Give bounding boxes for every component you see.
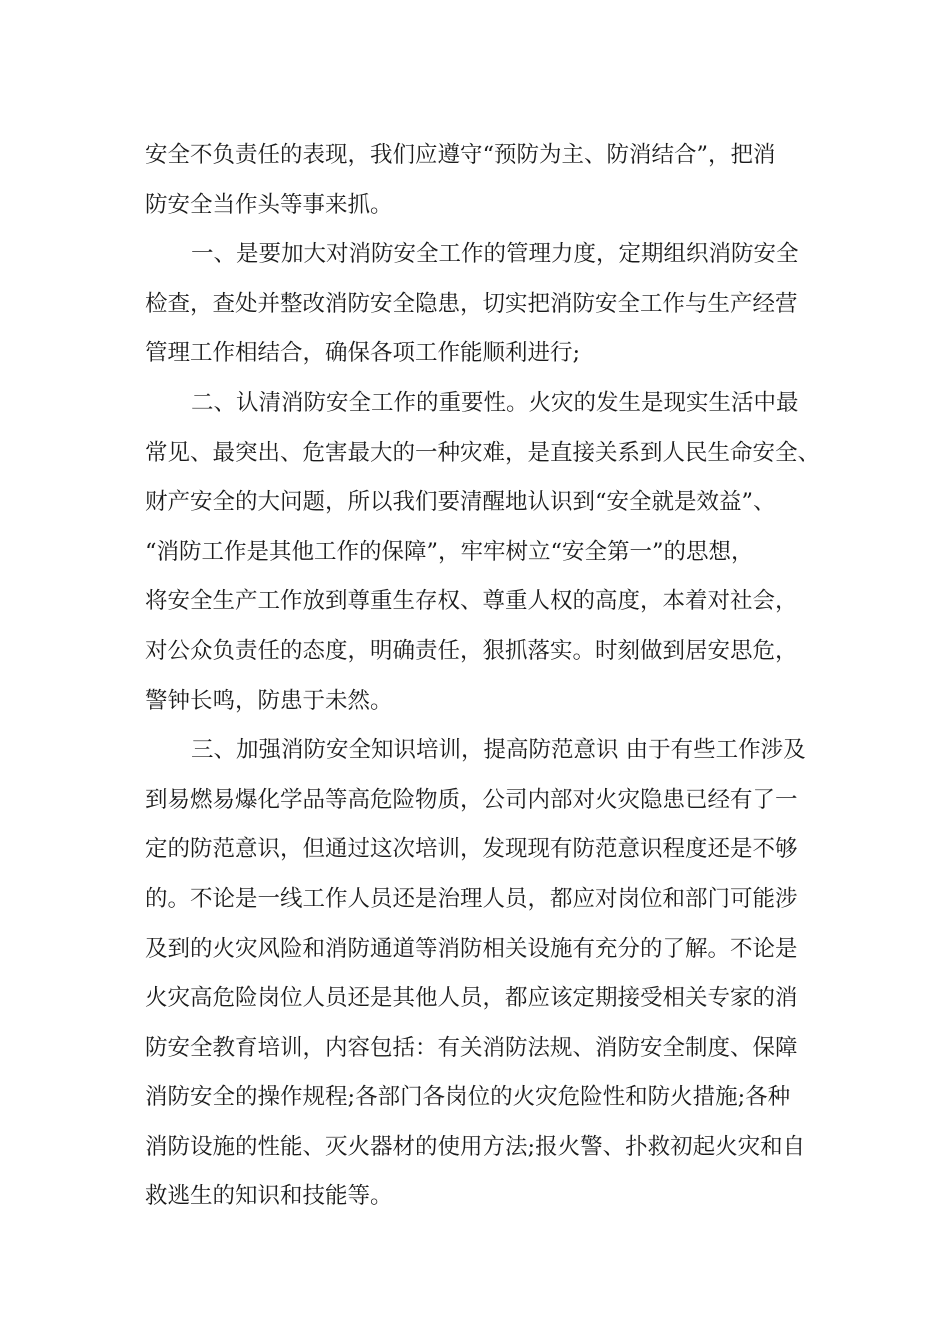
text-line: 消防设施的性能、灭火器材的使用方法;报火警、扑救初起火灾和自 [145, 1133, 806, 1160]
text-line: 消防安全的操作规程;各部门各岗位的火灾危险性和防火措施;各种 [145, 1084, 791, 1111]
text-line: 财产安全的大问题，所以我们要清醒地认识到“安全就是效益”、 [145, 489, 776, 516]
paragraph-start-line: 二、认清消防安全工作的重要性。火灾的发生是现实生活中最 [191, 389, 799, 416]
text-line: 的。不论是一线工作人员还是治理人员，都应对岗位和部门可能涉 [145, 885, 798, 912]
text-line: 检查，查处并整改消防安全隐患，切实把消防安全工作与生产经营 [145, 290, 798, 317]
text-line: 防安全当作头等事来抓。 [145, 191, 393, 218]
text-line: 将安全生产工作放到尊重生存权、尊重人权的高度，本着对社会， [145, 588, 798, 615]
text-line: 定的防范意识，但通过这次培训，发现现有防范意识程度还是不够 [145, 836, 798, 863]
text-line: 及到的火灾风险和消防通道等消防相关设施有充分的了解。不论是 [145, 935, 798, 962]
text-line: 救逃生的知识和技能等。 [145, 1183, 393, 1210]
body-text [145, 131, 845, 1222]
paragraph-start-line: 三、加强消防安全知识培训，提高防范意识 由于有些工作涉及 [191, 737, 806, 764]
text-line: 安全不负责任的表现，我们应遵守“预防为主、防消结合”，把消 [145, 142, 776, 168]
text-line: “消防工作是其他工作的保障”，牢牢树立“安全第一”的思想， [145, 538, 754, 565]
text-line: 防安全教育培训，内容包括：有关消防法规、消防安全制度、保障 [145, 1034, 798, 1061]
text-line: 火灾高危险岗位人员还是其他人员，都应该定期接受相关专家的消 [145, 985, 798, 1012]
paragraph-start-line: 一、是要加大对消防安全工作的管理力度，定期组织消防安全 [191, 241, 799, 268]
text-line: 常见、最突出、危害最大的一种灾难，是直接关系到人民生命安全、 [145, 439, 821, 466]
text-line: 警钟长鸣，防患于未然。 [145, 687, 393, 714]
text-line: 对公众负责任的态度，明确责任，狠抓落实。时刻做到居安思危， [145, 637, 798, 664]
text-line: 到易燃易爆化学品等高危险物质，公司内部对火灾隐患已经有了一 [145, 786, 798, 813]
text-line: 管理工作相结合，确保各项工作能顺利进行; [145, 340, 581, 367]
